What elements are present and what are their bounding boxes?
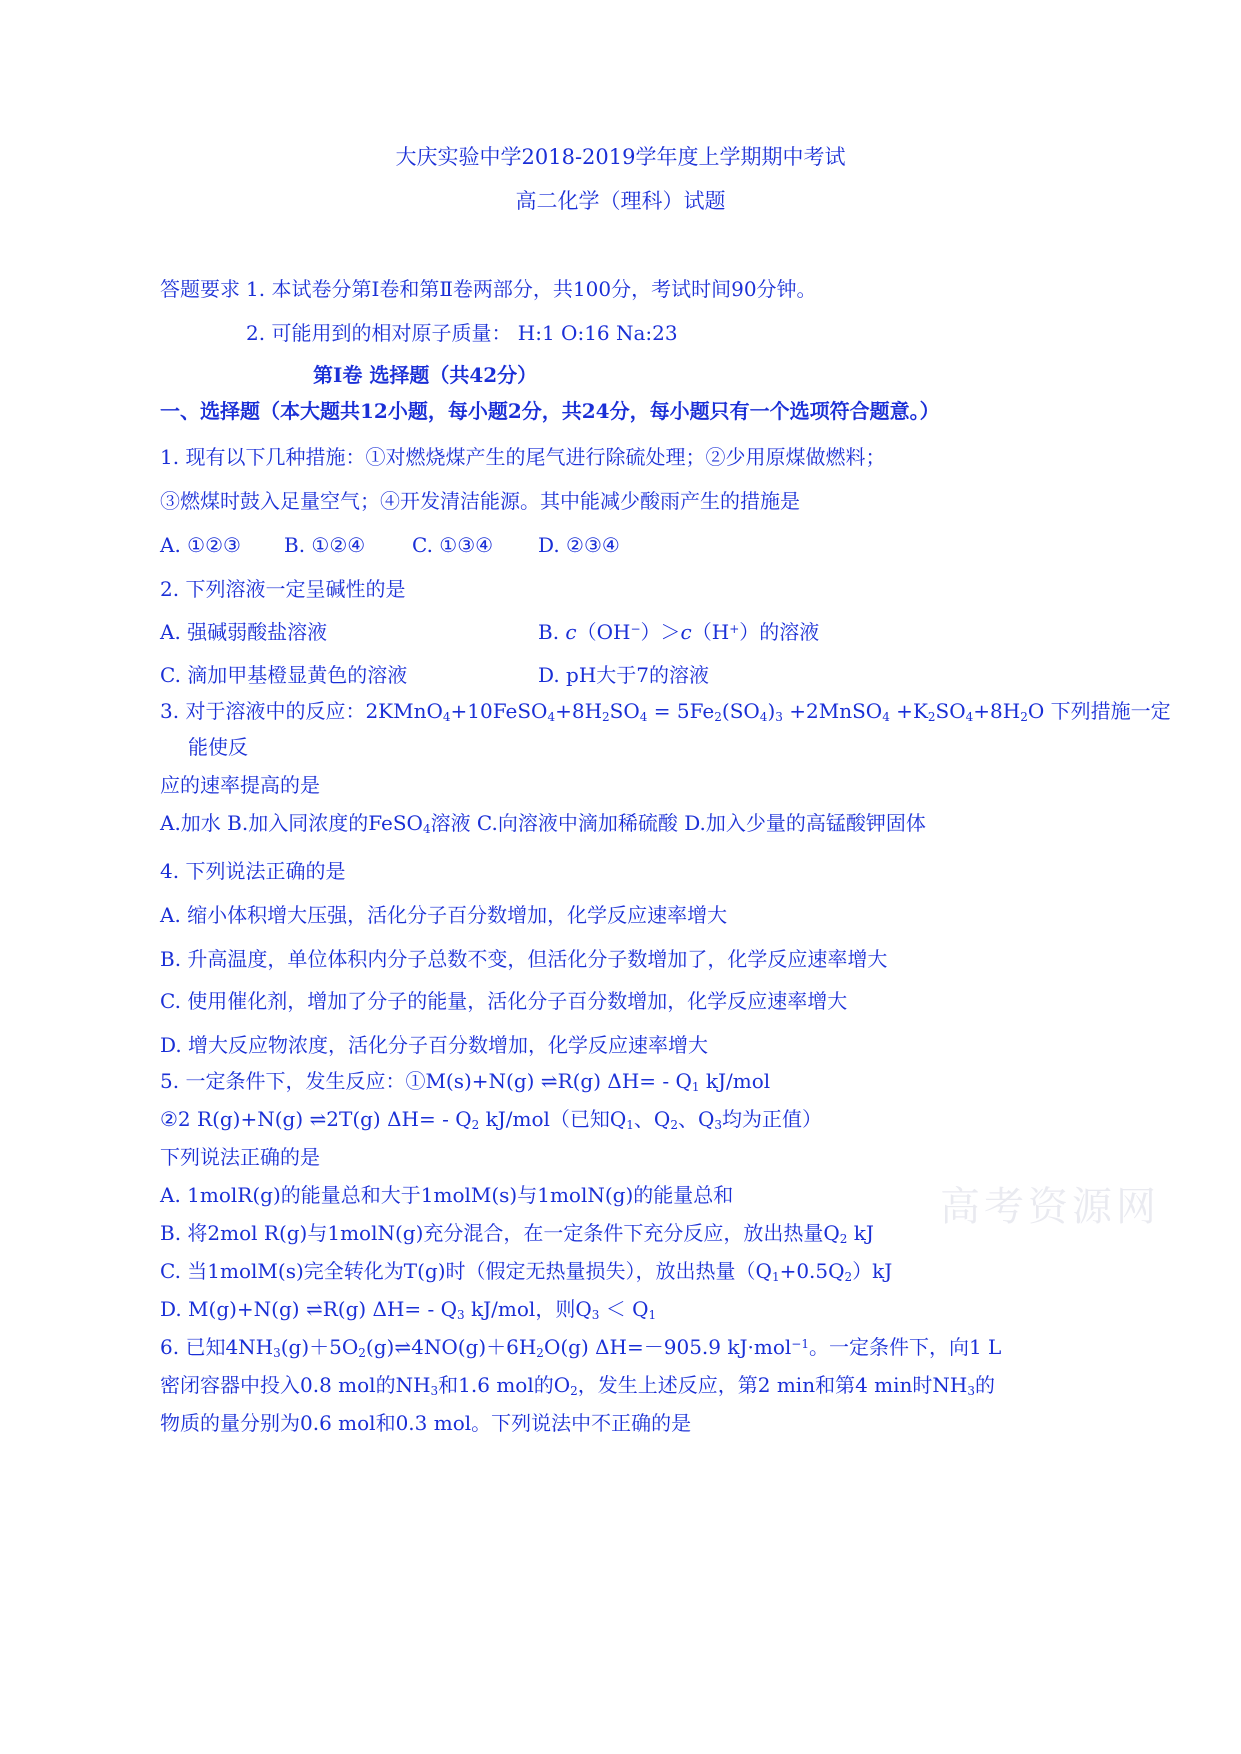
- requirements-label: 答题要求: [160, 277, 240, 301]
- q4-option-a: A. 缩小体积增大压强，活化分子百分数增加，化学反应速率增大: [160, 903, 728, 927]
- q4-option-b: B. 升高温度，单位体积内分子总数不变，但活化分子数增加了，化学反应速率增大: [160, 947, 888, 971]
- q1-option-b: B. ①②④: [284, 533, 366, 557]
- q4-stem: 4. 下列说法正确的是: [160, 859, 346, 883]
- part-title: 一、选择题（本大题共12小题，每小题2分，共24分，每小题只有一个选项符合题意。）: [160, 399, 940, 423]
- exam-title: 大庆实验中学2018-2019学年度上学期期中考试: [395, 145, 846, 169]
- q6-stem-line2: 密闭容器中投入0.8 mol的$NH_3$和1.6 mol的$O_2$，发生上述反应，第2 min和第4 min时$NH_3$的: [160, 1373, 995, 1398]
- q6-stem-line3: 物质的量分别为0.6 mol和0.3 mol。下列说法中不正确的是: [160, 1411, 692, 1435]
- q3-stem-line3: 应的速率提高的是: [160, 773, 320, 797]
- q2-option-b: B. c（OH−）＞c（H+）的溶液: [538, 620, 820, 644]
- q2-option-d: D. pH大于7的溶液: [538, 663, 710, 687]
- q3-options: A.加水 B.加入同浓度的FeSO$_4$溶液 C.向溶液中滴加稀硫酸 D.加入少量的高锰酸钾固体: [160, 811, 926, 836]
- q1-option-a: A. ①②③: [160, 533, 241, 557]
- requirement-item-2: 2. 可能用到的相对原子质量： H:1 O:16 Na:23: [246, 321, 678, 345]
- exam-subtitle: 高二化学（理科）试题: [515, 189, 726, 213]
- requirement-item-1: 1. 本试卷分第Ⅰ卷和第Ⅱ卷两部分，共100分，考试时间90分钟。: [246, 277, 817, 301]
- q3-stem-line2: 能使反: [188, 735, 248, 759]
- q4-option-d: D. 增大反应物浓度，活化分子百分数增加，化学反应速率增大: [160, 1033, 709, 1057]
- q5-stem-line3: 下列说法正确的是: [160, 1145, 320, 1169]
- q1-option-c: C. ①③④: [412, 533, 494, 557]
- q5-option-c: C. 当1molM(s)完全转化为T(g)时（假定无热量损失），放出热量$(Q_1+0.5Q_2)kJ$: [160, 1259, 893, 1284]
- section-title: 第Ⅰ卷 选择题（共42分）: [313, 363, 538, 387]
- q2-option-c: C. 滴加甲基橙显黄色的溶液: [160, 663, 408, 687]
- q4-option-c: C. 使用催化剂，增加了分子的能量，活化分子百分数增加，化学反应速率增大: [160, 989, 848, 1013]
- q1-option-d: D. ②③④: [538, 533, 620, 557]
- q5-option-a: A. 1molR(g)的能量总和大于1molM(s)与1molN(g)的能量总和: [160, 1183, 734, 1207]
- q5-stem-line2: ②2 R(g)+N(g) ⇌2T(g) $\Delta H= - Q_2$ kJ/mol（已知$Q_1$、$Q_2$、$Q_3$均为正值）: [160, 1107, 823, 1132]
- q2-stem: 2. 下列溶液一定呈碱性的是: [160, 577, 406, 601]
- q3-stem-line1: 3. 对于溶液中的反应：$2KMnO_4+10FeSO_4+8H_2SO_4 = 5Fe_2(SO_4)_3$ +2MnSO$_4$ $+K_2SO_4+8H_2O$ 下列措施一定: [160, 699, 1171, 724]
- q1-stem-line1: 1. 现有以下几种措施：①对燃烧煤产生的尾气进行除硫处理；②少用原煤做燃料；: [160, 445, 886, 469]
- q5-stem-line1: 5. 一定条件下，发生反应：①M(s)+N(g) ⇌R(g) $\Delta H= - Q_1$ kJ/mol: [160, 1069, 771, 1094]
- q5-option-b: B. 将2mol R(g)与1molN(g)充分混合，在一定条件下充分反应，放出热量$Q_2$ kJ: [160, 1221, 874, 1246]
- q2-option-a: A. 强碱弱酸盐溶液: [160, 620, 328, 644]
- q6-stem-line1: 6. 已知$4NH_3(g)+5O_2(g)\rightleftharpoons 4NO(g)+6H_2O(g)$ ΔH=－905.9 kJ·mol$^{-1}$。一定条件下，向1 L: [160, 1335, 1002, 1360]
- q1-stem-line2: ③燃煤时鼓入足量空气；④开发清洁能源。其中能减少酸雨产生的措施是: [160, 489, 800, 513]
- watermark: 高考资源网: [940, 1184, 1160, 1230]
- q5-option-d: D. M(g)+N(g) ⇌R(g) $\Delta H= - Q_3$ kJ/mol，则$Q_3 < Q_1$: [160, 1297, 657, 1322]
